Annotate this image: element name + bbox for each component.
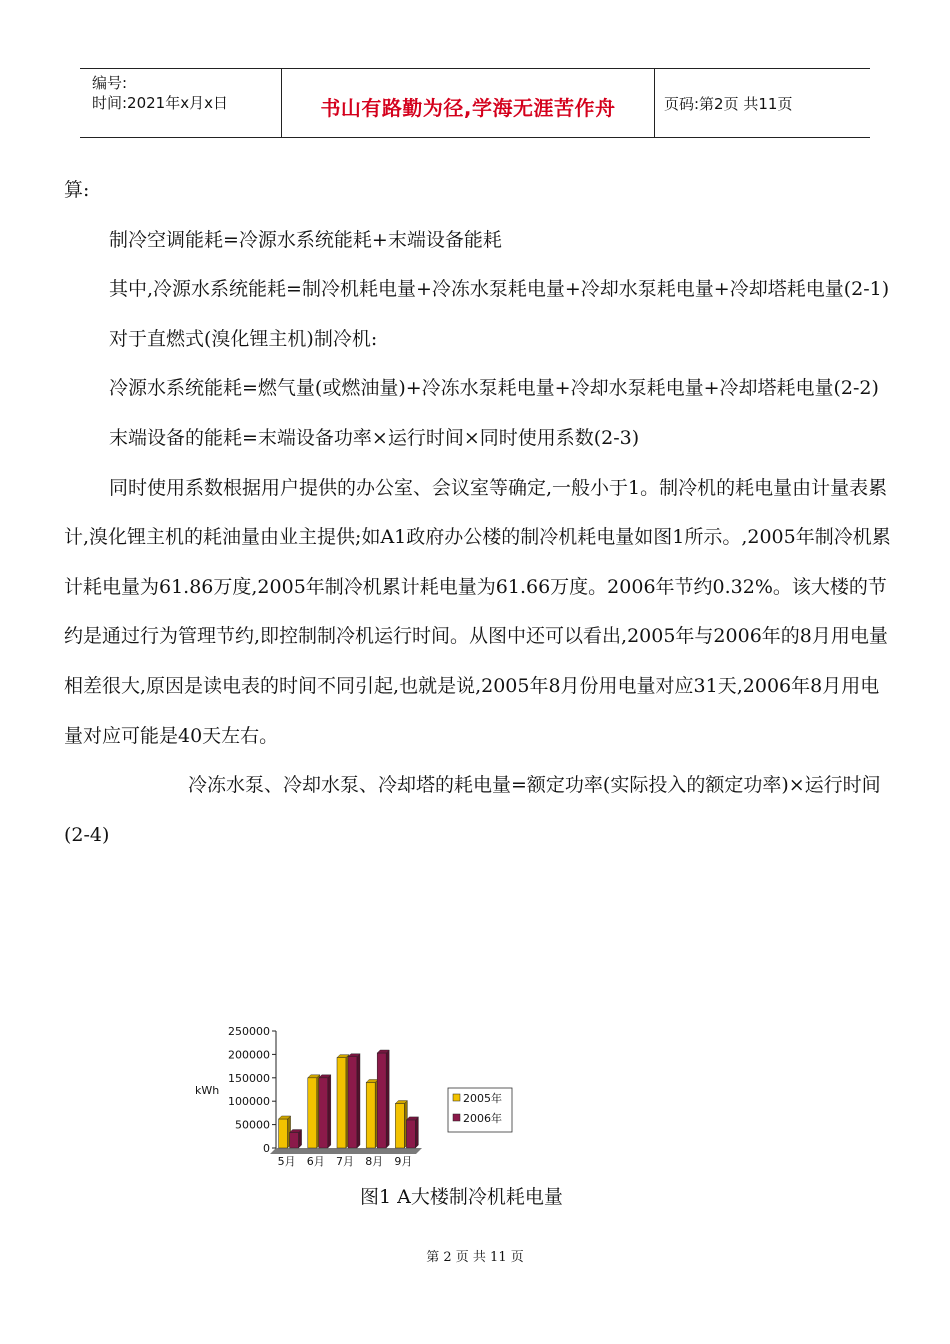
y-tick-label: 100000 <box>228 1095 270 1109</box>
page-footer: 第 2 页 共 11 页 <box>426 1250 524 1265</box>
x-tick-label: 7月 <box>336 1155 354 1168</box>
header-page-cell <box>655 69 870 137</box>
document-body <box>64 166 896 860</box>
y-tick-label: 150000 <box>228 1071 270 1085</box>
paragraph: 制冷空调能耗=冷源水系统能耗+末端设备能耗 <box>109 228 502 251</box>
chart-svg <box>190 1020 520 1175</box>
motto-text: 书山有路勤为径,学海无涯苦作舟 <box>320 96 616 120</box>
bar-2005年-9月 <box>395 1104 404 1148</box>
y-tick-label: 250000 <box>228 1025 270 1038</box>
paragraph: 冷源水系统能耗=燃气量(或燃油量)+冷冻水泵耗电量+冷却水泵耗电量+冷却塔耗电量(2-2) <box>109 377 879 400</box>
x-tick-label: 8月 <box>365 1155 384 1168</box>
paragraph: 对于直燃式(溴化锂主机)制冷机: <box>109 327 378 350</box>
bar-2006年-7月 <box>348 1057 357 1148</box>
y-tick-label: 200000 <box>228 1048 270 1062</box>
paragraph: 算: <box>64 179 90 201</box>
bar-2005年-8月 <box>366 1082 375 1148</box>
paragraph: 冷冻水泵、冷却水泵、冷却塔的耗电量=额定功率(实际投入的额定功率)×运行时间(2-4) <box>64 774 881 846</box>
bar-2005年-5月 <box>279 1119 288 1148</box>
bar-2006年-9月 <box>406 1120 415 1148</box>
paragraph: 末端设备的能耗=末端设备功率×运行时间×同时使用系数(2-3) <box>109 426 640 449</box>
x-tick-label: 6月 <box>306 1155 325 1168</box>
y-tick-label: 0 <box>263 1142 270 1155</box>
legend-label: 2006年 <box>463 1112 502 1125</box>
bar-2005年-7月 <box>337 1058 346 1148</box>
bar-2006年-5月 <box>290 1133 299 1148</box>
legend-label: 2005年 <box>463 1092 502 1105</box>
bar-side <box>415 1117 418 1148</box>
header-motto-cell <box>282 69 655 137</box>
bar-2005年-6月 <box>308 1078 317 1148</box>
bar-side <box>328 1075 331 1148</box>
x-tick-label: 5月 <box>277 1155 296 1168</box>
figure-caption: 图1 A大楼制冷机耗电量 <box>360 1186 563 1208</box>
paragraph: 同时使用系数根据用户提供的办公室、会议室等确定,一般小于1。制冷机的耗电量由计量表累计,溴化锂主机的耗油量由业主提供;如A1政府办公楼的制冷机耗电量如图1所示。,2005年制冷机累计耗电量为61.86万度,2005年制冷机累计耗电量为61.66万度。2006年节约0.32%。该大楼的节约是通过行为管理节约,即控制制冷机运行时间。从图中还可以看出,2005年与2006年的8月用电量相差很大,原因是读电表的时间不同引起,也就是说,2005年8月份用电量对应31天,2006年8月用电量对应可能是40天左右。 <box>64 476 891 747</box>
chart-floor <box>270 1148 422 1154</box>
paragraph: 其中,冷源水系统能耗=制冷机耗电量+冷冻水泵耗电量+冷却水泵耗电量+冷却塔耗电量(2-1) <box>109 278 890 301</box>
number-label: 编号: <box>92 74 128 92</box>
bar-side <box>357 1054 360 1148</box>
page-header <box>80 68 870 138</box>
bar-side <box>386 1050 389 1148</box>
time-label: 时间:2021年x月x日 <box>92 94 228 112</box>
header-meta-cell <box>80 69 282 137</box>
y-axis-label: kWh <box>195 1084 220 1097</box>
legend-swatch <box>453 1114 460 1121</box>
energy-bar-chart <box>190 1020 520 1175</box>
page-info: 页码:第2页 共11页 <box>664 95 793 113</box>
legend-swatch <box>453 1094 460 1101</box>
bar-2006年-6月 <box>319 1078 328 1148</box>
bar-2006年-8月 <box>377 1053 386 1148</box>
x-tick-label: 9月 <box>394 1155 413 1168</box>
y-tick-label: 50000 <box>235 1118 270 1132</box>
